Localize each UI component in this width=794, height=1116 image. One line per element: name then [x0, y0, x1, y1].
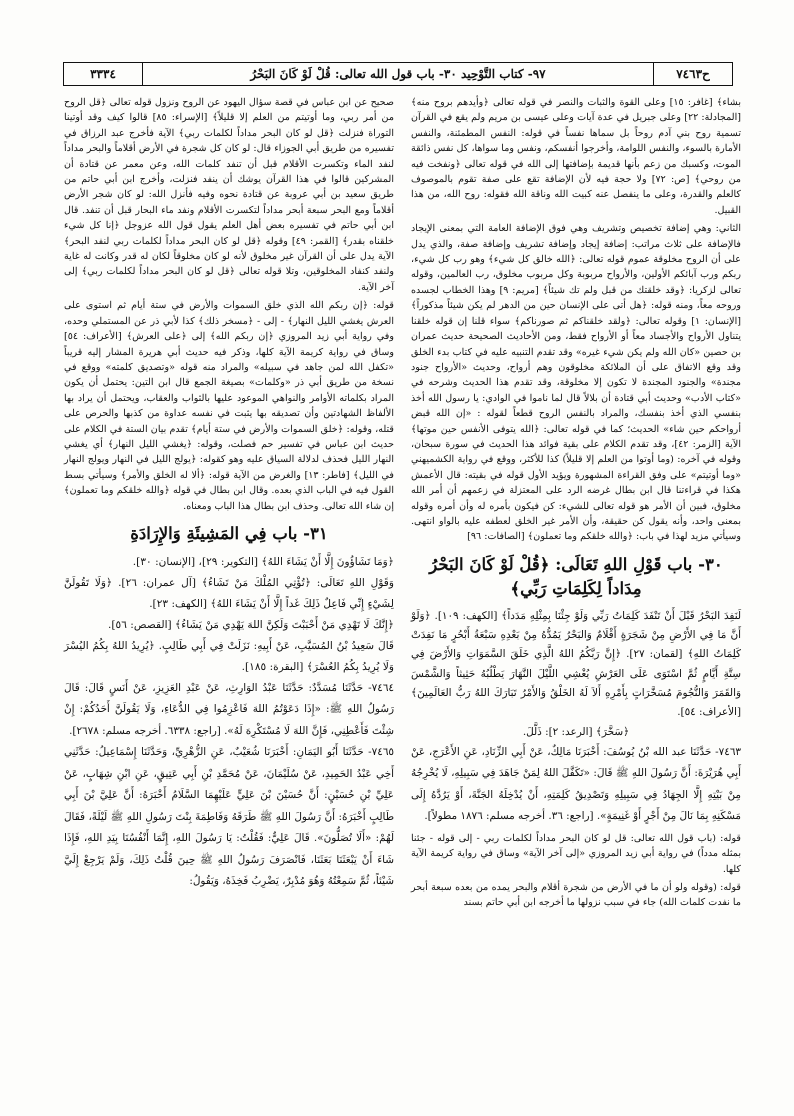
commentary-paragraph: بشاء﴾ [غافر: ١٥] وعلى القوة والثبات والنصر في قوله تعالى ﴿وأيدهم بروح منه﴾ [المجادلة: ٢٢] وعلى جبريل في عدة آيات وعلى عيسى بن مريم ولم يقع في القرآن تسمية روح بني آدم روحاً بل سماها نفساً في قوله: النفس المطمئنة، والنفس الأمارة بالسوء، والنفس اللوامة، وأخرجوا أنفسكم، ونفس وما سواها، كل نفس ذائقة الموت، وكسبك من زعم بأنها قديمة بإضافتها إلى الله في قوله تعالى ﴿ونفخت فيه من روحي﴾ [ص: ٧٢] ولا حجة فيه لأن الإضافة تقع على صفة تقوم بالموصوف كالعلم والقدرة، وعلى ما ينفصل عنه كبيت الله وناقة الله فقوله: روح الله، من هذا القبيل.	[411, 97, 742, 216]
hadith-7464: ٧٤٦٤- حَدَّثَنَا مُسَدَّدٌ: حَدَّثَنَا عَبْدُ الوَارِثِ، عَنْ عَبْدِ العَزِيزِ، عَنْ أَنَسٍ قَالَ: قَالَ رَسُولُ اللهِ ﷺ: «إِذَا دَعَوْتُمُ اللهَ فَاعْزِمُوا فِي الدُّعَاءِ، وَلَا يَقُولَنَّ أَحَدُكُمْ: إِنْ شِئْتَ فَأَعْطِنِي، فَإِنَّ اللهَ لَا مُسْتَكْرِهَ لَهُ». [راجع: ٦٣٣٨. أخرجه مسلم: ٢٦٧٨].	[64, 681, 394, 737]
quran-verses: لَنَفِدَ البَحْرُ قَبْلَ أَنْ تَنْفَدَ كَلِمَاتُ رَبِّي وَلَوْ جِئْنَا بِمِثْلِهِ مَدَداً﴾ [الكهف: ١٠٩]. ﴿وَلَوْ أَنَّ مَا فِي الأَرْضِ مِنْ شَجَرَةٍ أَقْلَامٌ وَالبَحْرُ يَمُدُّهُ مِنْ بَعْدِهِ سَبْعَةُ أَبْحُرٍ مَا نَفِدَتْ كَلِمَاتُ اللهِ﴾ [لقمان: ٢٧]. ﴿إِنَّ رَبَّكُمُ اللهُ الَّذِي خَلَقَ السَّمَوَاتِ وَالأَرْضَ فِي سِتَّةِ أَيَّامٍ ثُمَّ اسْتَوَى عَلَى العَرْشِ يُغْشِي اللَّيْلَ النَّهَارَ يَطْلُبُهُ حَثِيثاً وَالشَّمْسَ وَالقَمَرَ وَالنُّجُومَ مُسَخَّرَاتٍ بِأَمْرِهِ أَلاَ لَهُ الخَلْقُ وَالأَمْرُ تَبَارَكَ اللهُ رَبُّ العَالَمِينَ﴾ [الأعراف: ٥٤].	[411, 609, 741, 719]
commentary-paragraph: الثاني: وهي إضافة تخصيص وتشريف وهي فوق الإضافة العامة التي بمعنى الإيجاد فالإضافة على ثلاث مراتب: إضافة إيجاد وإضافة تشريف وإضافة صفة، والذي يدل على أن الروح مخلوقة عموم قوله تعالى: ﴿الله خالق كل شيء﴾ وهو رب كل شيء، ربكم ورب آبائكم الأولين، والأرواح مربوبة وكل مربوب مخلوق، رب العالمين، وقوله تعالى لزكريا: ﴿وقد خلقتك من قبل ولم تك شيئاً﴾ [مريم: ٩] وهذا الخطاب لجسده وروحه معاً، ومنه قوله: ﴿هل أتى على الإنسان حين من الدهر لم يكن شيئاً مذكوراً﴾ [الإنسان: ١] وقوله تعالى: ﴿ولقد خلقناكم ثم صورناكم﴾ سواء قلنا إن قوله خلقنا يتناول الأرواح والأجساد معاً أو الأرواح فقط، ومن الأحاديث الصحيحة حديث عمران بن حصين «كان الله ولم يكن شيء غيره» وقد تقدم التنبيه عليه في كتاب بدء الخلق وقد وقع الاتفاق على أن الملائكة مخلوقون وهم أرواح، وحديث «الأرواح جنود مجندة» والجنود المجندة لا تكون إلا مخلوقة، وقد تقدم هذا الحديث وشرحه في «كتاب الأدب» وحديث أبي قتادة أن بلالاً قال لما ناموا في الوادي: يا رسول الله أخذ بنفسي الذي أخذ بنفسك، والمراد بالنفس الروح قطعاً لقوله : «إن الله قبض أرواحكم حين شاء» الحديث؛ كما في قوله تعالى: ﴿الله يتوفى الأنفس حين موتها﴾ الآية [الزمر: ٤٢]، وقد تقدم الكلام على بقية فوائد هذا الحديث في سورة سبحان، وقوله في آخره: (وما أوتوا من العلم إلا قليلاً) كذا للأكثر، ووقع في رواية الكشميهني «وما أوتيتم» على وفق القراءة المشهورة ويؤيد الأول قوله في بقيته: قال الأعمش هكذا في قراءتنا قال ابن بطال غرضه الرد على المعتزلة في زعمهم أن أمر الله مخلوق، فبين أن الأمر هو قوله تعالى للشيء: كن فيكون بأمره له وأن أمره وقوله بمعنى واحد، وأنه يقول كن حقيقة، وأن الأمر غير الخلق لعطفه عليه بالواو انتهى. وسيأتي مزيد لهذا في باب: ﴿والله خلقكم وما تعملون﴾ [الصافات: ٩٦]	[411, 223, 741, 543]
header-page-number: ٣٣٣٤	[64, 63, 143, 85]
quran-line: ﴿إِنَّكَ لَا تَهْدِي مَنْ أَحْبَبْتَ وَلَكِنَّ اللهَ يَهْدِي مَنْ يَشَاءُ﴾ [القصص: ٥٦].	[108, 618, 394, 631]
header-hadith-ref: ح٧٤٦٣	[653, 63, 732, 85]
commentary-paragraph: قوله: (وقوله ولو أن ما في الأرض من شجرة أقلام والبحر يمده من بعده سبعة أبحر ما نفدت كلمات الله) جاء في سبب نزولها ما أخرجه ابن أبي حاتم بسند	[411, 882, 741, 909]
commentary-paragraph: قوله: ﴿إن ربكم الله الذي خلق السموات والأرض في ستة أيام ثم استوى على العرش يغشي الليل النهار﴾ - إلى - ﴿مسخر ذلك﴾ كذا لأبي ذر عن المستملي وحده، وفي رواية أبي زيد المروزي ﴿إن ربكم الله﴾ إلى ﴿على العرش﴾ [الأعراف: ٥٤] وساق في رواية كريمة الآية كلها، وذكر فيه حديث أبي هريرة المشار إليه قريباً «تكفل الله لمن جاهد في سبيله» والمراد منه قوله «وتصديق كلمته» ووقع في نسخة من طريق أبي ذر «وكلمات» بصيغة الجمع قال ابن التين: يحتمل أن يكون المراد بكلماته الأوامر والنواهي الموعود عليها بالثواب والعقاب، ويحتمل أن يراد بها الألفاظ الشهادتين وأن تصديقه بها يثبت في نفسه عداوة من كذبها والحرص على قتله، وقوله: ﴿خلق السموات والأرض في ستة أيام﴾ تقدم بيان الستة في الكلام على حديث ابن عباس في تفسير حم فصلت، وقوله: ﴿يغشي الليل النهار﴾ أي يغشي النهار الليل فحذف لدلالة السياق عليه وهو كقوله: ﴿يولج الليل في النهار ويولج النهار في الليل﴾ [فاطر: ١٣] والغرض من الآية قوله: ﴿ألا له الخلق والأمر﴾ وسيأتي بسط القول فيه في الباب الذي بعده. وقال ابن بطال في قوله ﴿والله خلقكم وما تعملون﴾ إن شاء الله تعالى. وحذف ابن بطال هذا الباب ومعناه.	[64, 300, 394, 512]
sakhkhara-gloss: ﴿سَخَّرَ﴾ [الرعد: ٢]: ذَلَّلَ.	[522, 725, 630, 738]
hadith-7463: ٧٤٦٣- حَدَّثَنَا عبد الله بْنُ يُوسُفَ: أَخْبَرَنَا مَالِكٌ، عَنْ أَبِي الزِّنَادِ، عَنِ الأَعْرَجِ، عَنْ أَبِي هُرَيْرَةَ: أَنَّ رَسُولَ اللهِ ﷺ قَالَ: «تَكَفَّلَ اللهُ لِمَنْ جَاهَدَ فِي سَبِيلِهِ، لَا يُخْرِجُهُ مِنْ بَيْتِهِ إِلَّا الجِهَادُ فِي سَبِيلِهِ وَتَصْدِيقُ كَلِمَتِهِ، أَنْ يُدْخِلَهُ الجَنَّةَ، أَوْ يَرُدَّهُ إِلَى مَسْكَنِهِ بِمَا نَالَ مِنْ أَجْرٍ أَوْ غَنِيمَةٍ». [راجع: ٣٦. أخرجه مسلم: ١٨٧٦ مطولاً].	[411, 745, 741, 823]
chapter-title-30: ٣٠- باب قَوْلِ اللهِ تَعَالَى: ﴿قُلْ لَوْ كَانَ البَحْرُ مِدَاداً لِكَلِمَاتِ رَبِّي﴾	[429, 554, 723, 598]
running-header	[63, 62, 733, 86]
hadith-7465: ٧٤٦٥- حَدَّثَنَا أَبُو اليَمَانِ: أَخْبَرَنَا شُعَيْبٌ، عَنِ الزُّهْرِيِّ، وَحَدَّثَنَا إِسْمَاعِيلُ: حَدَّثَنِي أَخِي عَبْدُ الحَمِيدِ، عَنْ سُلَيْمَانَ، عَنْ مُحَمَّدِ بْنِ أَبِي عَتِيقٍ، عَنِ ابْنِ شِهَابٍ، عَنْ عَلِيِّ بْنِ حُسَيْنٍ: أَنَّ حُسَيْنَ بْنَ عَلِيٍّ عَلَيْهِمَا السَّلَامُ أَخْبَرَهُ: أَنَّ عَلِيَّ بْنَ أَبِي طَالِبٍ أَخْبَرَهُ: أَنَّ رَسُولَ اللهِ ﷺ طَرَقَهُ وَفَاطِمَةَ بِنْتَ رَسُولِ اللهِ ﷺ لَيْلَةً، فَقَالَ لَهُمْ: «أَلَا تُصَلُّونَ». قَالَ عَلِيٌّ: فَقُلْتُ: يَا رَسُولَ اللهِ، إِنَّمَا أَنْفُسُنَا بِيَدِ اللهِ، فَإِذَا شَاءَ أَنْ يَبْعَثَنَا بَعَثَنَا، فَانْصَرَفَ رَسُولُ اللهِ ﷺ حِينَ قُلْتُ ذَلِكَ، وَلَمْ يَرْجِعْ إِلَيَّ شَيْئاً، ثُمَّ سَمِعْتُهُ وَهُوَ مُدْبِرٌ، يَضْرِبُ فَخِذَهُ، وَيَقُولُ:	[64, 746, 394, 888]
quran-line: وَقَوْلِ اللهِ تَعَالَى: ﴿تُؤْتِي المُلْكَ مَنْ تَشَاءُ﴾ [آل عمران: ٢٦]. ﴿وَلَا تَقُولَنَّ لِشَيْءٍ إِنِّي فَاعِلٌ ذَلِكَ غَداً إِلَّا أَنْ يَشَاءَ اللهُ﴾ [الكهف: ٢٣].	[64, 576, 394, 610]
quran-line: قَالَ سَعِيدُ بْنُ المُسَيَّبِ، عَنْ أَبِيهِ: نَزَلَتْ فِي أَبِي طَالِبٍ. ﴿يُرِيدُ اللهُ بِكُمُ اليُسْرَ وَلَا يُرِيدُ بِكُمُ العُسْرَ﴾ [البقرة: ١٨٥].	[64, 639, 394, 673]
commentary-paragraph: قوله: (باب قول الله تعالى: قل لو كان البحر مداداً لكلمات ربي - إلى قوله - جئنا بمثله مدداً) في رواية أبي زيد المروزي «إلى آخر الآية» وساق في رواية كريمة الآية كلها.	[411, 832, 741, 875]
commentary-paragraph: صحيح عن ابن عباس في قصة سؤال اليهود عن الروح ونزول قوله تعالى ﴿قل الروح من أمر ربي، وما أوتيتم من العلم إلا قليلاً﴾ [الإسراء: ٨٥] قالوا كيف وقد أوتينا التوراة فنزلت ﴿قل لو كان البحر مداداً لكلمات ربي﴾ الآية فأخرج عبد الرزاق في تفسيره من طريق أبي الجوزاء قال: لو كان كل شجرة في الأرض أقلاماً والبحر مداداً لنفد الماء وتكسرت الأقلام قبل أن تنفد كلمات الله، وعن معمر عن قتادة أن المشركين قالوا في هذا القرآن يوشك أن ينفد فنزلت، وأخرج ابن أبي حاتم من طريق سعيد بن أبي عروبة عن قتادة نحوه وفيه فأنزل الله: لو كان شجر الأرض أقلاماً ومع البحر سبعة أبحر مداداً لتكسرت الأقلام ونفد ماء البحار قبل أن تنفد. قال ابن أبي حاتم في تفسيره بعض أهل العلم يقول قول الله عزوجل ﴿إنا كل شيء خلقناه بقدر﴾ [القمر: ٤٩] وقوله ﴿قل لو كان البحر مداداً لكلمات ربي لنفد البحر﴾ الآية يدل على أن القرآن غير مخلوق لأنه لو كان مخلوقاً لكان له قدر وكانت له غاية ولنفد كنفاد المخلوقين، وتلا قوله تعالى ﴿قل لو كان البحر مداداً لكلمات ربي﴾ إلى آخر الآية.	[64, 97, 394, 293]
quran-line: ﴿وَمَا تَشَاؤُونَ إِلَّا أَنْ يَشَاءَ اللهُ﴾ [التكوير: ٢٩]، [الإنسان: ٣٠].	[132, 555, 394, 568]
chapter-title-31: ٣١- باب فِي المَشِيئَةِ وَالإِرَادَةِ	[130, 523, 328, 543]
right-column	[411, 95, 741, 911]
header-title: ٩٧- كتاب التَّوْحِيد ٣٠- باب قول الله تعالى: قُلْ لَوْ كَانَ البَحْرُ	[250, 67, 546, 81]
left-column	[64, 95, 394, 893]
